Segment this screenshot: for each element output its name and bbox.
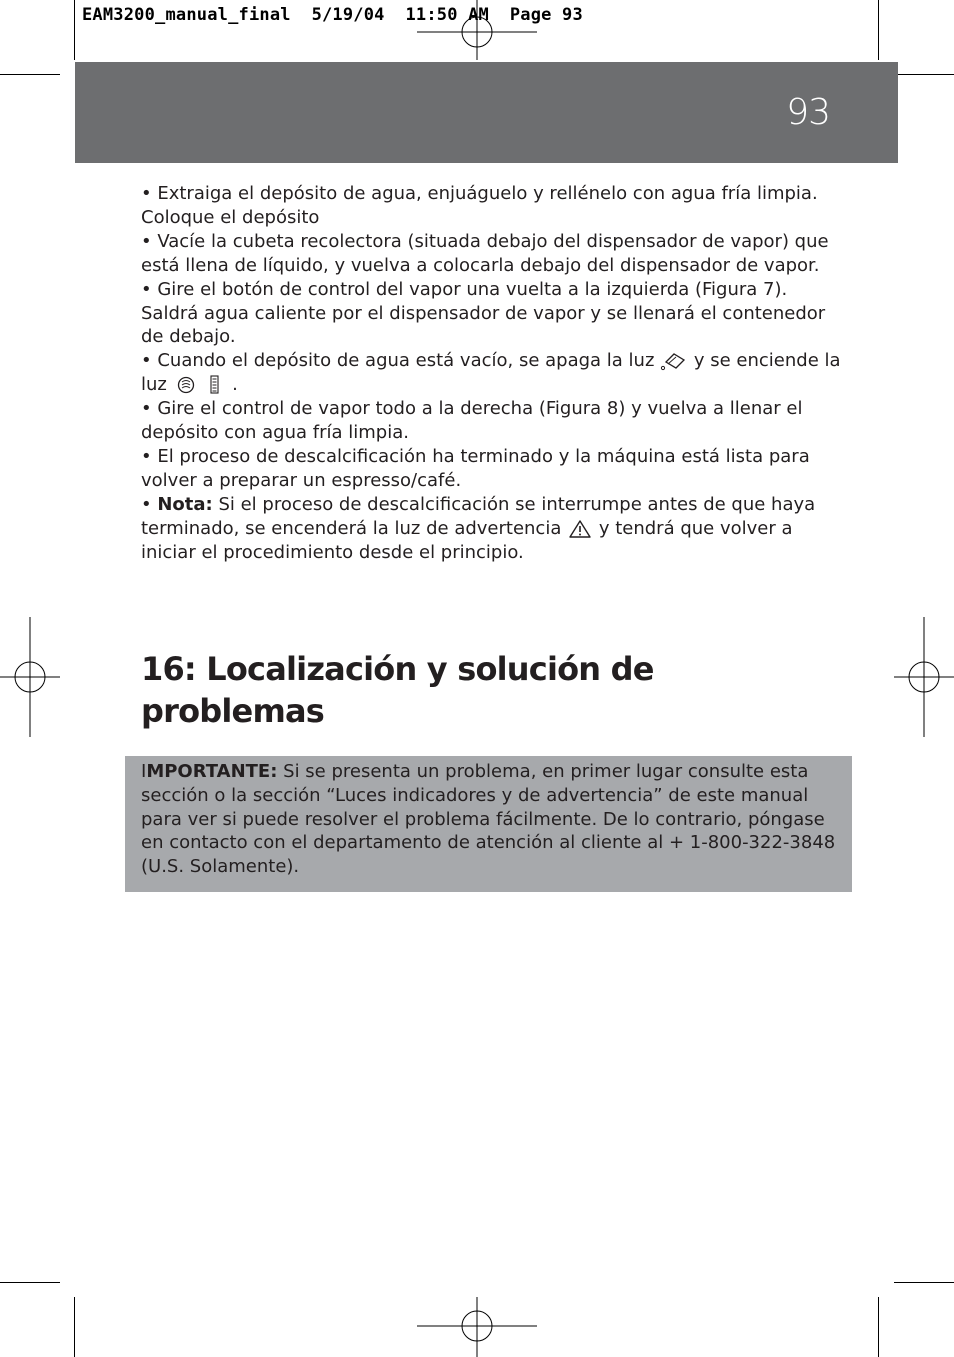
step-6: • El proceso de descalcificación ha terminado y la máquina está lista para volver a preparar un espresso/café. (141, 445, 810, 491)
important-lead: I (141, 761, 147, 782)
step-4-text-c: . (232, 374, 238, 396)
page-number: 93 (786, 92, 830, 133)
section-title: 16: Localización y solución de problemas (141, 650, 654, 730)
steam-icon (204, 375, 226, 395)
step-4-text-b: y se enciende la luz (141, 350, 841, 396)
important-text (141, 760, 841, 879)
crop-mark (894, 74, 954, 75)
step-7 (141, 493, 841, 565)
step-4 (141, 349, 841, 397)
registration-mark-left (0, 617, 60, 737)
registration-mark-right (894, 617, 954, 737)
step-7-text-b: y tendrá que volver a iniciar el procedimiento desde el principio. (141, 517, 793, 563)
header-band (75, 62, 898, 163)
step-5: • Gire el control de vapor todo a la derecha (Figura 8) y vuelva a llenar el depósito con agua fría limpia. (141, 398, 803, 444)
registration-mark-top (417, 0, 537, 60)
print-slug: EAM3200_manual_final 5/19/04 11:50 AM Page 93 (82, 5, 583, 25)
descaling-steps (141, 182, 841, 565)
warning-triangle-icon (567, 519, 593, 539)
note-label: Nota: (157, 493, 213, 515)
crop-mark (878, 1297, 879, 1357)
important-label: MPORTANTE: (146, 761, 278, 782)
step-7-bullet: • (141, 493, 158, 515)
step-2: • Vacíe la cubeta recolectora (situada debajo del dispensador de vapor) que está llena de líquido, y vuelva a colocarla debajo del dispensador de vapor. (141, 230, 829, 276)
crop-mark (74, 1297, 75, 1357)
step-1: • Extraiga el depósito de agua, enjuáguelo y rellénelo con agua fría limpia. Coloque el depósito (141, 183, 818, 228)
step-7-text-a: Si el proceso de descalcificación se interrumpe antes de que haya terminado, se encenderá la luz de advertencia (141, 493, 816, 539)
important-notice (125, 756, 852, 892)
crop-mark (894, 1282, 954, 1283)
crop-mark (0, 1282, 60, 1283)
crop-mark (74, 0, 75, 60)
registration-mark-bottom (417, 1297, 537, 1357)
water-tank-icon (660, 351, 688, 371)
step-4-text-a: • Cuando el depósito de agua está vacío, se apaga la luz (141, 350, 655, 372)
descale-icon (173, 375, 199, 395)
crop-mark (0, 74, 60, 75)
step-3: • Gire el botón de control del vapor una vuelta a la izquierda (Figura 7). Saldrá agua caliente por el dispensador de vapor y se llenará el contenedor de debajo. (141, 278, 826, 348)
important-body: Si se presenta un problema, en primer lugar consulte esta sección o la sección “Luces indicadores y de advertencia” de este manual para ver si puede resolver el problema fácilmente. De lo contrario, póngase en contacto con el departamento de atención al cliente al + 1-800-322-3848 (U.S. Solamente). (141, 761, 836, 878)
crop-mark (878, 0, 879, 60)
